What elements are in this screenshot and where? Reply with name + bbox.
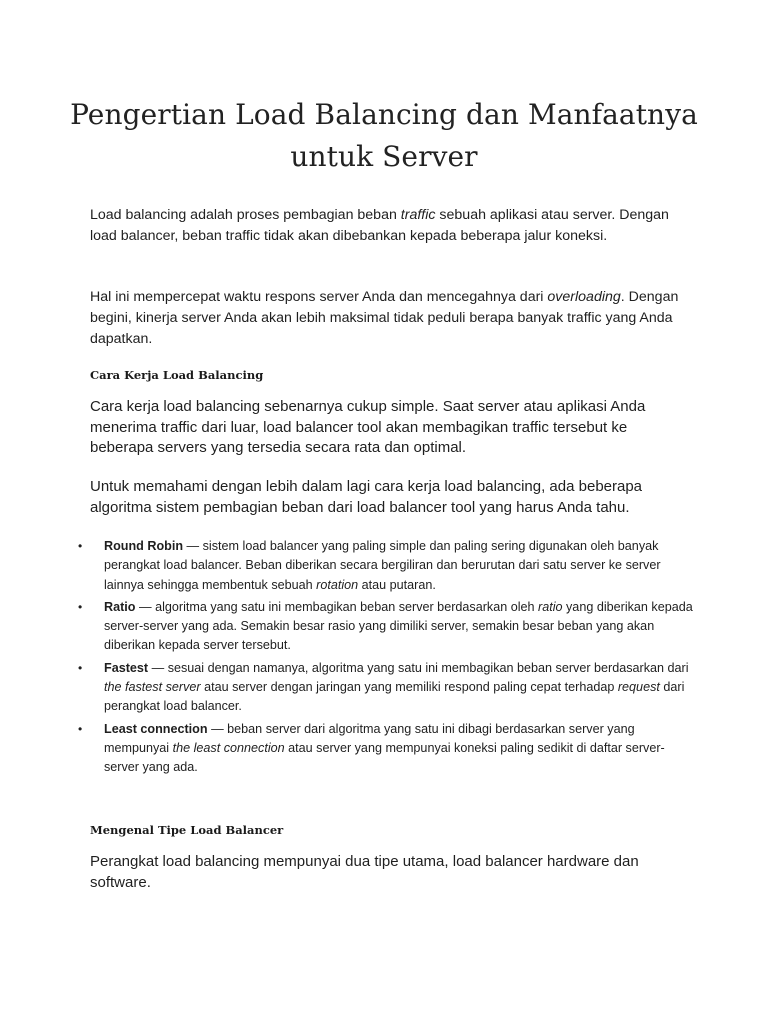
bullet-mark: •: [78, 721, 83, 736]
list-emphasis: ratio: [538, 599, 563, 614]
section-heading-mengenal-tipe: Mengenal Tipe Load Balancer: [90, 823, 284, 837]
list-text: atau putaran.: [358, 577, 436, 592]
list-text: atau server dengan jaringan yang memiliki respond paling cepat terhadap: [200, 680, 618, 695]
intro-1-emphasis: traffic: [400, 207, 436, 223]
list-text: — beban server dari algoritma yang satu ini dibagi berdasarkan server yang mempunyai: [104, 721, 635, 755]
intro-2-text-b: . Dengan begini, kinerja server Anda akan lebih maksimal tidak peduli berapa banyak traffic yang Anda dapatkan.: [90, 289, 679, 347]
intro-2-text-a: Hal ini mempercepat waktu respons server Anda dan mencegahnya dari: [90, 289, 548, 305]
list-emphasis: request: [617, 680, 660, 695]
intro-paragraph-2: [90, 287, 690, 350]
section1-paragraph-2: Untuk memahami dengan lebih dalam lagi cara kerja load balancing, ada beberapa algoritma sistem pembagian beban dari load balancer tool yang harus Anda tahu.: [90, 478, 643, 516]
page-title: Pengertian Load Balancing dan Manfaatnya untuk Server: [70, 98, 698, 173]
intro-2-emphasis: overloading: [547, 289, 621, 305]
bullet-mark: •: [78, 539, 83, 553]
list-text: dari perangkat load balancer.: [104, 680, 685, 714]
list-emphasis: the least connection: [172, 740, 285, 755]
list-text: yang diberikan kepada server-server yang ada. Semakin besar rasio yang dimiliki server, semakin besar beban yang akan diberikan kepada server tersebut.: [104, 599, 693, 653]
list-term: Fastest: [104, 660, 149, 675]
section1-paragraph-1: Cara kerja load balancing sebenarnya cukup simple. Saat server atau aplikasi Anda menerima traffic dari luar, load balancer tool akan membagikan traffic tersebut ke beberapa servers yang tersedia secara rata dan optimal.: [90, 398, 646, 456]
list-item-round-robin: [78, 537, 698, 595]
list-term: Round Robin: [104, 539, 184, 553]
list-text: atau server yang mempunyai koneksi paling sedikit di daftar server-server yang ada.: [104, 740, 665, 775]
bullet-mark: •: [78, 599, 83, 614]
list-item-least-connection: [78, 720, 698, 778]
list-emphasis: the fastest server: [104, 680, 201, 695]
list-item-fastest: [78, 659, 698, 717]
intro-1-text-a: Load balancing adalah proses pembagian beban: [90, 207, 401, 223]
section2-paragraph: Perangkat load balancing mempunyai dua tipe utama, load balancer hardware dan software.: [90, 853, 639, 891]
list-text: — algoritma yang satu ini membagikan beban server berdasarkan oleh: [135, 599, 539, 614]
intro-paragraph-1: [90, 205, 690, 247]
section-heading-cara-kerja: Cara Kerja Load Balancing: [90, 368, 264, 382]
bullet-mark: •: [78, 660, 83, 675]
list-text: — sistem load balancer yang paling simple dan paling sering digunakan oleh banyak perangkat load balancer. Beban diberikan secara bergiliran dan berurutan dari satu server ke server lainnya sehingga membentuk sebuah: [104, 539, 661, 592]
list-term: Least connection: [104, 721, 208, 736]
intro-1-text-b: sebuah aplikasi atau server. Dengan load balancer, beban traffic tidak akan dibebankan kepada beberapa jalur koneksi.: [90, 207, 669, 244]
list-item-ratio: [78, 598, 698, 656]
algorithm-list: [78, 537, 698, 781]
list-text: — sesuai dengan namanya, algoritma yang satu ini membagikan beban server berdasarkan dari: [148, 660, 689, 675]
list-term: Ratio: [104, 599, 136, 614]
list-emphasis: rotation: [316, 577, 359, 592]
